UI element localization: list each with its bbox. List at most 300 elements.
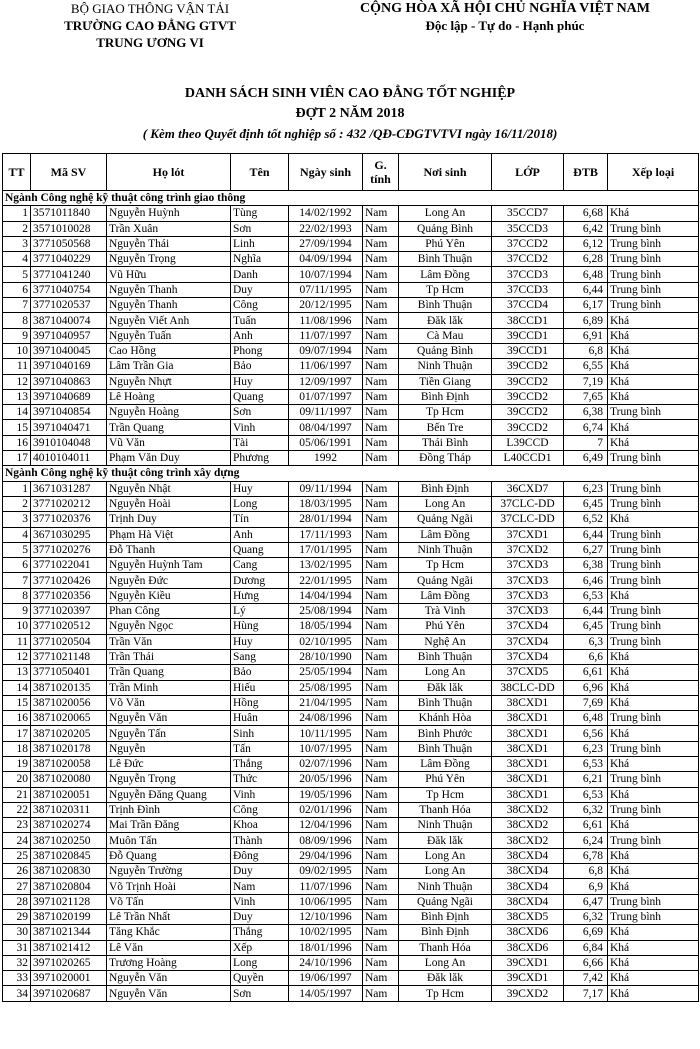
table-row	[3, 649, 699, 664]
row-masv: 3871020804	[31, 879, 107, 894]
row-holot: Mai Trần Đăng	[107, 818, 231, 833]
row-tt: 3	[3, 512, 31, 527]
row-xeploai: Trung bình	[608, 558, 699, 573]
row-lop: 38CXD4	[492, 879, 564, 894]
row-holot: Trần Xuân	[107, 221, 231, 236]
section-header-row	[3, 191, 699, 206]
row-dtb: 6,74	[564, 420, 608, 435]
table-row	[3, 711, 699, 726]
table-row	[3, 298, 699, 313]
row-gtinh: Nam	[363, 649, 399, 664]
row-tt: 24	[3, 833, 31, 848]
row-gtinh: Nam	[363, 940, 399, 955]
row-ten: Danh	[231, 267, 289, 282]
row-masv: 4010104011	[31, 451, 107, 466]
row-lop: 39CXD1	[492, 971, 564, 986]
row-gtinh: Nam	[363, 986, 399, 1001]
row-xeploai: Trung bình	[608, 634, 699, 649]
row-xeploai: Khá	[608, 955, 699, 970]
section-header-row	[3, 466, 699, 481]
row-dtb: 6,55	[564, 359, 608, 374]
row-holot: Trần Quang	[107, 665, 231, 680]
row-holot: Lê Trần Nhất	[107, 909, 231, 924]
row-masv: 3971040471	[31, 420, 107, 435]
row-ten: Quang	[231, 542, 289, 557]
row-tt: 11	[3, 359, 31, 374]
row-tt: 9	[3, 604, 31, 619]
row-masv: 3971040854	[31, 405, 107, 420]
row-holot: Nguyễn Trọng	[107, 252, 231, 267]
row-gtinh: Nam	[363, 634, 399, 649]
row-dtb: 7,19	[564, 374, 608, 389]
row-masv: 3971020265	[31, 955, 107, 970]
row-ten: Thức	[231, 772, 289, 787]
table-row	[3, 451, 699, 466]
row-lop: 39CCD2	[492, 420, 564, 435]
row-noisinh: Ninh Thuận	[399, 818, 492, 833]
row-ten: Sinh	[231, 726, 289, 741]
row-gtinh: Nam	[363, 512, 399, 527]
row-masv: 3871020311	[31, 802, 107, 817]
row-lop: 35CCD3	[492, 221, 564, 236]
row-dtb: 6,3	[564, 634, 608, 649]
row-holot: Lâm Trần Gia	[107, 359, 231, 374]
row-dtb: 6,27	[564, 542, 608, 557]
row-gtinh: Nam	[363, 236, 399, 251]
row-dtb: 6,48	[564, 711, 608, 726]
row-ngaysinh: 17/11/1993	[289, 527, 363, 542]
row-noisinh: Trà Vinh	[399, 604, 492, 619]
row-masv: 3971020687	[31, 986, 107, 1001]
row-ten: Linh	[231, 236, 289, 251]
row-ngaysinh: 14/05/1997	[289, 986, 363, 1001]
row-xeploai: Khá	[608, 940, 699, 955]
row-noisinh: Tp Hcm	[399, 558, 492, 573]
row-xeploai: Trung bình	[608, 267, 699, 282]
row-xeploai: Trung bình	[608, 542, 699, 557]
row-masv: 3571010028	[31, 221, 107, 236]
row-masv: 3771022041	[31, 558, 107, 573]
section-title: Ngành Công nghệ kỹ thuật công trình giao thông	[3, 191, 699, 206]
table-row	[3, 252, 699, 267]
row-ngaysinh: 14/04/1994	[289, 588, 363, 603]
row-ngaysinh: 09/07/1994	[289, 343, 363, 358]
row-tt: 34	[3, 986, 31, 1001]
row-noisinh: Bình Thuận	[399, 649, 492, 664]
row-ngaysinh: 05/06/1991	[289, 435, 363, 450]
row-dtb: 6,84	[564, 940, 608, 955]
row-holot: Nguyễn Thanh	[107, 282, 231, 297]
row-lop: 36CXD7	[492, 481, 564, 496]
table-row	[3, 420, 699, 435]
row-tt: 31	[3, 940, 31, 955]
row-xeploai: Khá	[608, 925, 699, 940]
row-tt: 16	[3, 435, 31, 450]
table-row	[3, 481, 699, 496]
row-holot: Trần Văn	[107, 634, 231, 649]
row-ngaysinh: 10/07/1994	[289, 267, 363, 282]
row-ten: Long	[231, 496, 289, 511]
motto: Độc lập - Tự do - Hạnh phúc	[425, 18, 585, 33]
row-noisinh: Bình Định	[399, 909, 492, 924]
row-ngaysinh: 10/06/1995	[289, 894, 363, 909]
header-holot: Họ lót	[107, 154, 231, 191]
row-tt: 29	[3, 909, 31, 924]
row-tt: 3	[3, 236, 31, 251]
row-holot: Nguyễn Nhật	[107, 481, 231, 496]
row-ngaysinh: 18/05/1994	[289, 619, 363, 634]
row-dtb: 6,96	[564, 680, 608, 695]
row-holot: Lê Đức	[107, 756, 231, 771]
table-row	[3, 512, 699, 527]
row-noisinh: Quảng Bình	[399, 343, 492, 358]
row-holot: Tăng Khắc	[107, 925, 231, 940]
row-masv: 3771020356	[31, 588, 107, 603]
row-gtinh: Nam	[363, 343, 399, 358]
row-lop: 37CXD2	[492, 542, 564, 557]
row-tt: 14	[3, 405, 31, 420]
row-noisinh: Đăk lăk	[399, 680, 492, 695]
row-lop: 37CXD3	[492, 588, 564, 603]
row-ten: Duy	[231, 909, 289, 924]
row-ngaysinh: 20/05/1996	[289, 772, 363, 787]
row-noisinh: Quảng Ngãi	[399, 573, 492, 588]
row-lop: 37CLC-DD	[492, 496, 564, 511]
row-tt: 4	[3, 527, 31, 542]
row-tt: 4	[3, 252, 31, 267]
row-ten: Duy	[231, 864, 289, 879]
row-masv: 3871020080	[31, 772, 107, 787]
row-xeploai: Trung bình	[608, 741, 699, 756]
row-noisinh: Tp Hcm	[399, 405, 492, 420]
row-ngaysinh: 19/05/1996	[289, 787, 363, 802]
row-gtinh: Nam	[363, 879, 399, 894]
row-xeploai: Khá	[608, 971, 699, 986]
row-tt: 23	[3, 818, 31, 833]
row-gtinh: Nam	[363, 971, 399, 986]
row-xeploai: Trung bình	[608, 405, 699, 420]
row-noisinh: Lâm Đồng	[399, 588, 492, 603]
row-tt: 11	[3, 634, 31, 649]
row-xeploai: Khá	[608, 818, 699, 833]
table-row	[3, 542, 699, 557]
row-holot: Nguyễn Kiều	[107, 588, 231, 603]
row-xeploai: Khá	[608, 680, 699, 695]
row-ngaysinh: 10/02/1995	[289, 925, 363, 940]
header-right	[330, 0, 680, 34]
row-xeploai: Trung bình	[608, 894, 699, 909]
row-xeploai: Khá	[608, 986, 699, 1001]
row-noisinh: Bình Thuận	[399, 741, 492, 756]
row-ten: Bảo	[231, 665, 289, 680]
row-noisinh: Long An	[399, 496, 492, 511]
row-gtinh: Nam	[363, 451, 399, 466]
row-noisinh: Ninh Thuận	[399, 542, 492, 557]
row-masv: 3771020376	[31, 512, 107, 527]
row-gtinh: Nam	[363, 542, 399, 557]
row-tt: 1	[3, 481, 31, 496]
row-noisinh: Bình Phước	[399, 726, 492, 741]
row-tt: 17	[3, 726, 31, 741]
title-block	[0, 84, 700, 144]
row-tt: 30	[3, 925, 31, 940]
row-lop: 37CCD4	[492, 298, 564, 313]
row-ten: Phương	[231, 451, 289, 466]
row-holot: Nguyễn Huỳnh	[107, 206, 231, 221]
row-masv: 3971040169	[31, 359, 107, 374]
row-ngaysinh: 29/04/1996	[289, 848, 363, 863]
row-xeploai: Trung bình	[608, 573, 699, 588]
row-dtb: 6,53	[564, 787, 608, 802]
row-lop: 37CXD3	[492, 604, 564, 619]
row-dtb: 6,69	[564, 925, 608, 940]
row-dtb: 6,23	[564, 481, 608, 496]
row-noisinh: Lâm Đồng	[399, 267, 492, 282]
row-holot: Nguyễn	[107, 741, 231, 756]
row-holot: Trịnh Duy	[107, 512, 231, 527]
row-dtb: 6,28	[564, 252, 608, 267]
row-masv: 3871020845	[31, 848, 107, 863]
row-ten: Tùng	[231, 206, 289, 221]
row-noisinh: Khánh Hòa	[399, 711, 492, 726]
row-ten: Hiếu	[231, 680, 289, 695]
row-noisinh: Thái Bình	[399, 435, 492, 450]
row-noisinh: Đăk lăk	[399, 313, 492, 328]
row-ngaysinh: 1992	[289, 451, 363, 466]
row-gtinh: Nam	[363, 726, 399, 741]
row-holot: Phạm Văn Duy	[107, 451, 231, 466]
table-row	[3, 971, 699, 986]
row-noisinh: Bình Thuận	[399, 695, 492, 710]
document-title: DANH SÁCH SINH VIÊN CAO ĐẲNG TỐT NGHIỆP	[184, 86, 516, 101]
row-holot: Nguyễn Thanh	[107, 298, 231, 313]
table-row	[3, 374, 699, 389]
row-ngaysinh: 22/02/1993	[289, 221, 363, 236]
row-ngaysinh: 07/11/1995	[289, 282, 363, 297]
row-xeploai: Khá	[608, 695, 699, 710]
row-tt: 25	[3, 848, 31, 863]
row-gtinh: Nam	[363, 848, 399, 863]
row-lop: 38CXD5	[492, 909, 564, 924]
table-row	[3, 940, 699, 955]
row-tt: 12	[3, 649, 31, 664]
row-holot: Võ Văn	[107, 695, 231, 710]
row-xeploai: Khá	[608, 588, 699, 603]
row-ten: Xếp	[231, 940, 289, 955]
row-ten: Sơn	[231, 405, 289, 420]
row-lop: 37CXD3	[492, 558, 564, 573]
row-ten: Thắng	[231, 756, 289, 771]
row-masv: 3771050568	[31, 236, 107, 251]
row-dtb: 6,8	[564, 343, 608, 358]
table-row	[3, 343, 699, 358]
row-holot: Trần Minh	[107, 680, 231, 695]
row-lop: 39CCD1	[492, 343, 564, 358]
row-noisinh: Tp Hcm	[399, 787, 492, 802]
row-xeploai: Khá	[608, 649, 699, 664]
row-lop: 39CCD2	[492, 405, 564, 420]
table-row	[3, 619, 699, 634]
row-dtb: 6,44	[564, 527, 608, 542]
row-ten: Vinh	[231, 894, 289, 909]
row-tt: 17	[3, 451, 31, 466]
row-noisinh: Phú Yên	[399, 772, 492, 787]
row-ngaysinh: 08/09/1996	[289, 833, 363, 848]
row-gtinh: Nam	[363, 282, 399, 297]
row-masv: 3871021344	[31, 925, 107, 940]
row-lop: 39CCD1	[492, 328, 564, 343]
row-ten: Bảo	[231, 359, 289, 374]
table-row	[3, 573, 699, 588]
row-dtb: 6,44	[564, 604, 608, 619]
row-tt: 5	[3, 267, 31, 282]
row-gtinh: Nam	[363, 588, 399, 603]
row-lop: 38CXD2	[492, 818, 564, 833]
row-ten: Thành	[231, 833, 289, 848]
row-gtinh: Nam	[363, 833, 399, 848]
row-ten: Tuấn	[231, 313, 289, 328]
row-lop: 37CXD3	[492, 573, 564, 588]
row-ngaysinh: 11/07/1996	[289, 879, 363, 894]
table-row	[3, 389, 699, 404]
table-row	[3, 206, 699, 221]
row-holot: Đỗ Thanh	[107, 542, 231, 557]
table-row	[3, 695, 699, 710]
header-xeploai: Xếp loại	[608, 154, 699, 191]
row-tt: 15	[3, 420, 31, 435]
row-ten: Hồng	[231, 695, 289, 710]
row-gtinh: Nam	[363, 405, 399, 420]
table-row	[3, 405, 699, 420]
row-xeploai: Khá	[608, 665, 699, 680]
table-row	[3, 848, 699, 863]
graduates-table	[2, 153, 699, 1002]
row-noisinh: Quảng Ngãi	[399, 894, 492, 909]
row-ten: Huy	[231, 481, 289, 496]
table-row	[3, 221, 699, 236]
row-ten: Duy	[231, 282, 289, 297]
row-lop: 37CXD1	[492, 527, 564, 542]
row-gtinh: Nam	[363, 894, 399, 909]
row-ten: Hưng	[231, 588, 289, 603]
row-tt: 13	[3, 665, 31, 680]
row-gtinh: Nam	[363, 909, 399, 924]
row-noisinh: Bình Định	[399, 925, 492, 940]
row-noisinh: Long An	[399, 864, 492, 879]
table-row	[3, 604, 699, 619]
row-lop: 38CCD1	[492, 313, 564, 328]
row-xeploai: Khá	[608, 328, 699, 343]
row-ten: Nam	[231, 879, 289, 894]
row-xeploai: Khá	[608, 206, 699, 221]
table-row	[3, 236, 699, 251]
row-ngaysinh: 11/07/1997	[289, 328, 363, 343]
row-xeploai: Trung bình	[608, 527, 699, 542]
row-xeploai: Khá	[608, 435, 699, 450]
row-gtinh: Nam	[363, 558, 399, 573]
row-masv: 3571011840	[31, 206, 107, 221]
row-noisinh: Bình Thuận	[399, 298, 492, 313]
row-ten: Huy	[231, 634, 289, 649]
header-noisinh: Nơi sinh	[399, 154, 492, 191]
row-lop: 37CXD5	[492, 665, 564, 680]
row-xeploai: Khá	[608, 756, 699, 771]
row-dtb: 6,42	[564, 221, 608, 236]
row-ngaysinh: 14/02/1992	[289, 206, 363, 221]
table-row	[3, 787, 699, 802]
row-ngaysinh: 25/08/1994	[289, 604, 363, 619]
row-tt: 13	[3, 389, 31, 404]
row-noisinh: Đăk lăk	[399, 971, 492, 986]
row-holot: Phan Công	[107, 604, 231, 619]
row-masv: 3971040689	[31, 389, 107, 404]
row-noisinh: Nghệ An	[399, 634, 492, 649]
row-holot: Trịnh Đình	[107, 802, 231, 817]
row-dtb: 6,32	[564, 802, 608, 817]
row-ngaysinh: 24/08/1996	[289, 711, 363, 726]
row-noisinh: Thanh Hóa	[399, 940, 492, 955]
row-ngaysinh: 04/09/1994	[289, 252, 363, 267]
row-holot: Trần Thái	[107, 649, 231, 664]
row-holot: Nguyễn Thái	[107, 236, 231, 251]
table-row	[3, 818, 699, 833]
row-gtinh: Nam	[363, 864, 399, 879]
row-noisinh: Tp Hcm	[399, 986, 492, 1001]
row-noisinh: Bình Thuận	[399, 252, 492, 267]
row-dtb: 6,44	[564, 282, 608, 297]
row-holot: Nguyễn Viết Anh	[107, 313, 231, 328]
row-holot: Nguyễn Văn	[107, 986, 231, 1001]
row-ngaysinh: 09/11/1997	[289, 405, 363, 420]
row-masv: 3871020250	[31, 833, 107, 848]
row-masv: 3771020504	[31, 634, 107, 649]
row-ngaysinh: 10/11/1995	[289, 726, 363, 741]
row-dtb: 6,38	[564, 405, 608, 420]
row-masv: 3771020212	[31, 496, 107, 511]
section-title: Ngành Công nghệ kỹ thuật công trình xây dựng	[3, 466, 699, 481]
row-ten: Hùng	[231, 619, 289, 634]
row-xeploai: Khá	[608, 389, 699, 404]
row-gtinh: Nam	[363, 604, 399, 619]
table-row	[3, 925, 699, 940]
table-row	[3, 802, 699, 817]
table-row	[3, 955, 699, 970]
row-lop: 38CXD1	[492, 787, 564, 802]
row-tt: 33	[3, 971, 31, 986]
row-gtinh: Nam	[363, 298, 399, 313]
row-ngaysinh: 09/11/1994	[289, 481, 363, 496]
row-noisinh: Đồng Tháp	[399, 451, 492, 466]
header-ten: Tên	[231, 154, 289, 191]
row-ngaysinh: 28/01/1994	[289, 512, 363, 527]
row-tt: 26	[3, 864, 31, 879]
row-tt: 16	[3, 711, 31, 726]
row-ten: Tài	[231, 435, 289, 450]
row-masv: 3871020178	[31, 741, 107, 756]
row-lop: 35CCD7	[492, 206, 564, 221]
row-lop: 38CXD1	[492, 695, 564, 710]
row-masv: 3871021412	[31, 940, 107, 955]
row-dtb: 6,12	[564, 236, 608, 251]
table-row	[3, 527, 699, 542]
row-noisinh: Long An	[399, 665, 492, 680]
row-lop: 38CXD1	[492, 772, 564, 787]
row-gtinh: Nam	[363, 695, 399, 710]
row-lop: 37CCD2	[492, 252, 564, 267]
row-dtb: 6,53	[564, 588, 608, 603]
row-ngaysinh: 20/12/1995	[289, 298, 363, 313]
header-gtinh: G. tính	[363, 154, 399, 191]
